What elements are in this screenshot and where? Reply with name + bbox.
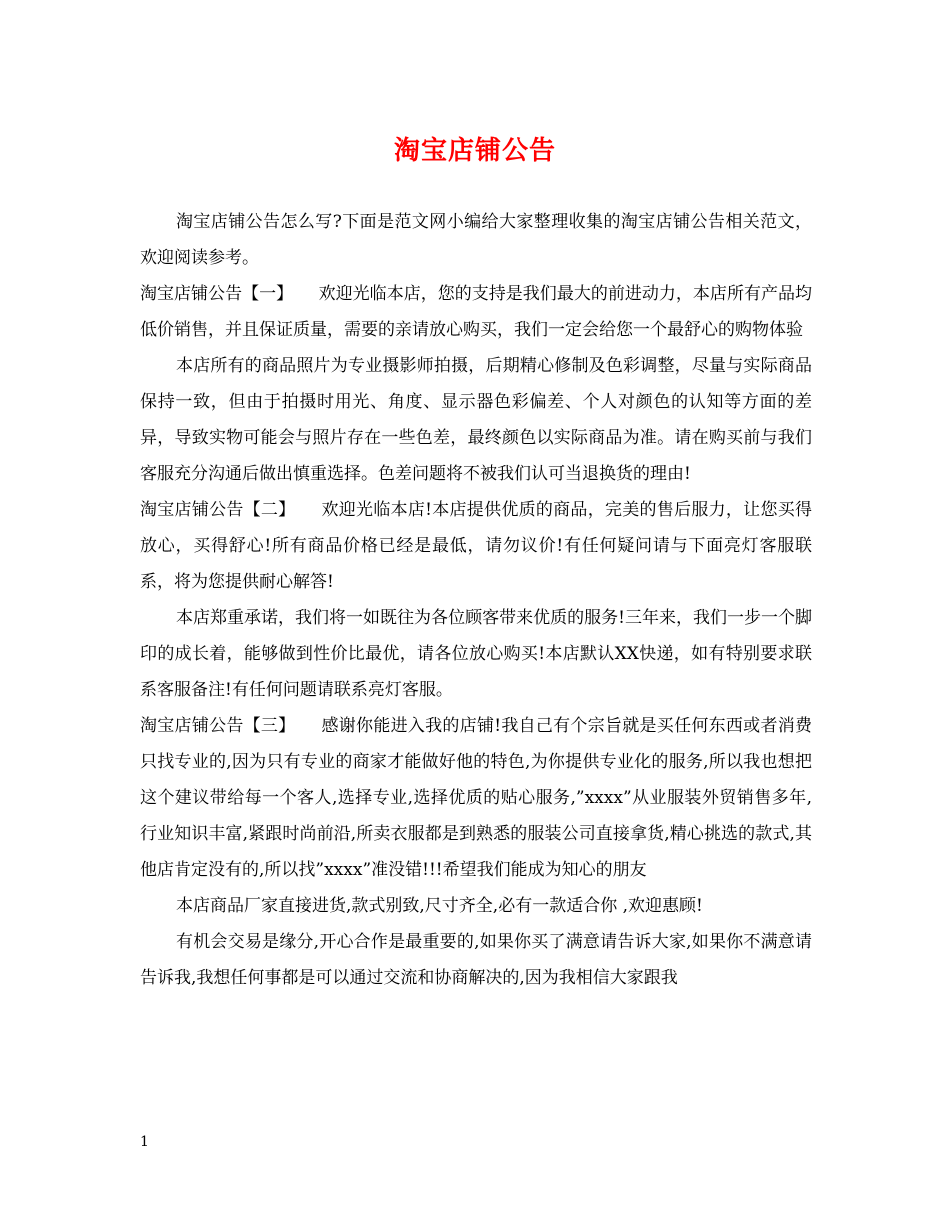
paragraph: 有机会交易是缘分,开心合作是最重要的,如果你买了满意请告诉大家,如果你不满意请告诉我,我想任何事都是可以通过交流和协商解决的,因为我相信大家跟我 bbox=[140, 932, 812, 988]
page-number: 1 bbox=[140, 1134, 149, 1150]
paragraph: 淘宝店铺公告【一】 欢迎光临本店，您的支持是我们最大的前进动力，本店所有产品均低价销售，并且保证质量，需要的亲请放心购买，我们一定会给您一个最舒心的购物体验 bbox=[140, 284, 812, 340]
document-body bbox=[140, 204, 812, 996]
paragraph: 淘宝店铺公告怎么写?下面是范文网小编给大家整理收集的淘宝店铺公告相关范文，欢迎阅读参考。 bbox=[140, 212, 812, 268]
document-title: 淘宝店铺公告 bbox=[393, 136, 556, 166]
paragraph: 淘宝店铺公告【二】 欢迎光临本店!本店提供优质的商品，完美的售后服力，让您买得放心，买得舒心!所有商品价格已经是最低，请勿议价!有任何疑问请与下面亮灯客服联系，将为您提供耐心解答! bbox=[140, 500, 812, 592]
paragraph: 本店商品厂家直接进货,款式别致,尺寸齐全,必有一款适合你 ,欢迎惠顾! bbox=[176, 896, 703, 916]
paragraph: 本店所有的商品照片为专业摄影师拍摄，后期精心修制及色彩调整，尽量与实际商品保持一致，但由于拍摄时用光、角度、显示器色彩偏差、个人对颜色的认知等方面的差异，导致实物可能会与照片存在一些色差，最终颜色以实际商品为准。请在购买前与我们客服充分沟通后做出慎重选择。色差问题将不被我们认可当退换货的理由! bbox=[140, 356, 812, 484]
paragraph: 本店郑重承诺，我们将一如既往为各位顾客带来优质的服务!三年来，我们一步一个脚印的成长着，能够做到性价比最优，请各位放心购买!本店默认XX快递，如有特别要求联系客服备注!有任何问题请联系亮灯客服。 bbox=[140, 608, 812, 700]
paragraph: 淘宝店铺公告【三】 感谢你能进入我的店铺!我自己有个宗旨就是买任何东西或者消费只找专业的,因为只有专业的商家才能做好他的特色,为你提供专业化的服务,所以我也想把这个建议带给每一个客人,选择专业,选择优质的贴心服务,”xxxx”从业服装外贸销售多年,行业知识丰富,紧跟时尚前沿,所卖衣服都是到熟悉的服装公司直接拿货,精心挑选的款式,其他店肯定没有的,所以找”xxxx”准没错!!!希望我们能成为知心的朋友 bbox=[140, 716, 812, 880]
